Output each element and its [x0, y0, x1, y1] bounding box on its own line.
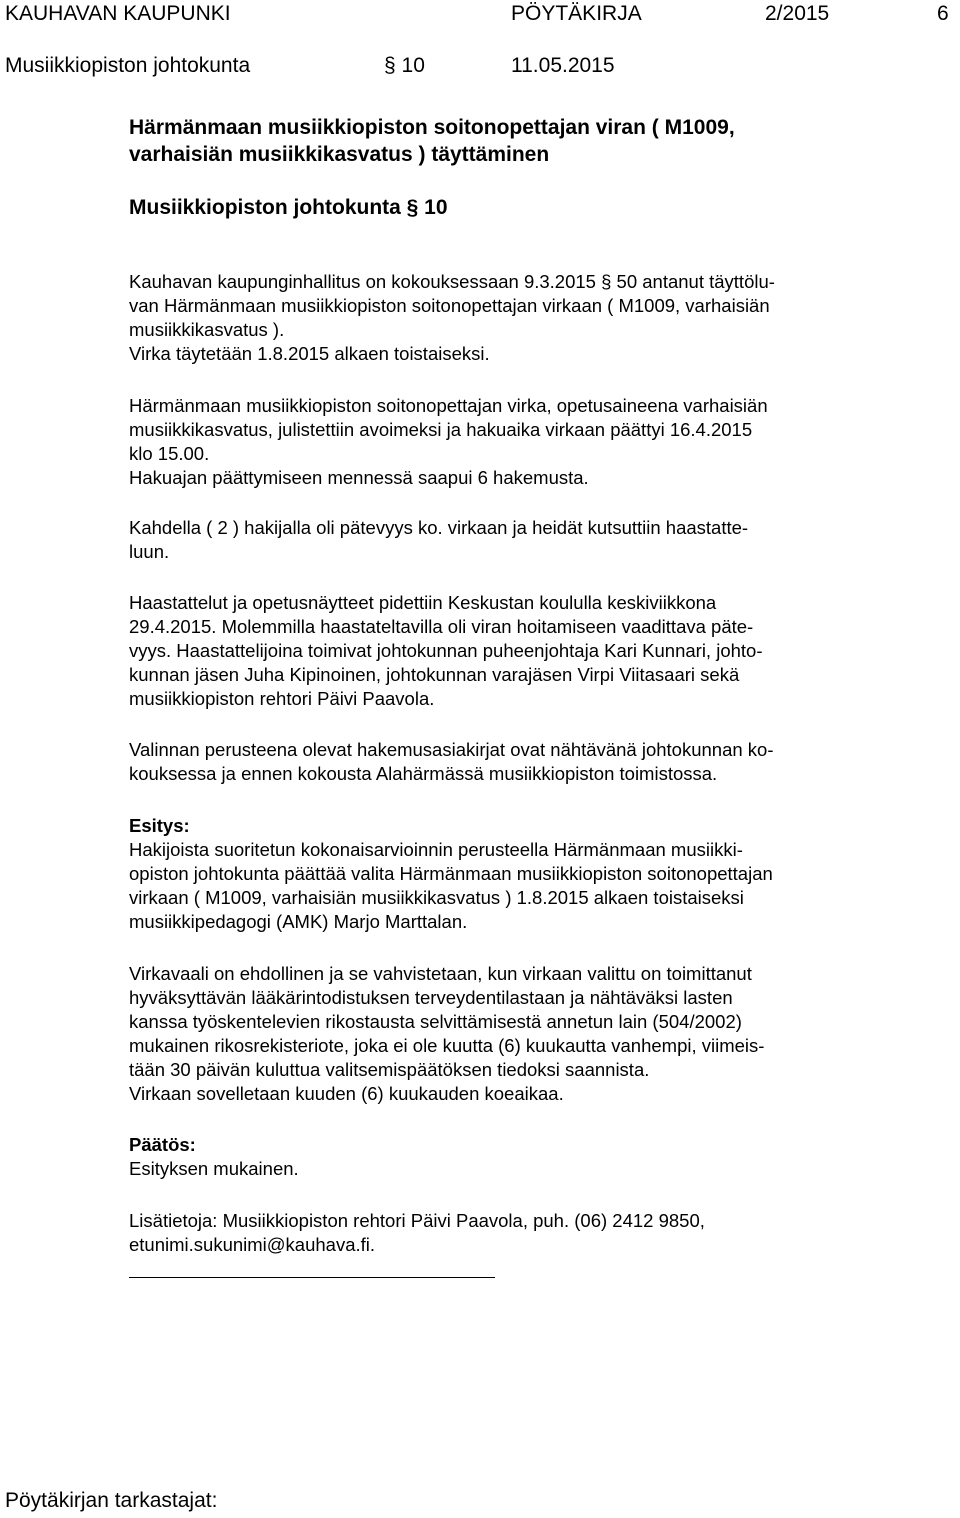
paragraph-qualified — [129, 516, 889, 564]
section-proposal — [129, 814, 889, 934]
section-number — [384, 53, 425, 79]
paragraph-application — [129, 394, 889, 490]
text-line: Lisätietoja: Musiikkiopiston rehtori Päivi Paavola, puh. (06) 2412 9850, — [129, 1210, 705, 1231]
item-title-line-2: varhaisiän musiikkikasvatus ) täyttäminen — [129, 143, 550, 166]
text-line: kouksessa ja ennen kokousta Alahärmässä musiikkiopiston toimistossa. — [129, 763, 718, 784]
text-line: Kahdella ( 2 ) hakijalla oli pätevyys ko. virkaan ja heidät kutsuttiin haastatte- — [129, 517, 749, 538]
text-line: Virkaan sovelletaan kuuden (6) kuukauden koeaikaa. — [129, 1083, 564, 1104]
text-line: 29.4.2015. Molemmilla haastateltavilla oli viran hoitamiseen vaadittava päte- — [129, 616, 754, 637]
text-line: Hakijoista suoritetun kokonaisarvioinnin perusteella Härmänmaan musiikki- — [129, 839, 743, 860]
page-number: 6 — [937, 2, 949, 25]
text-line: luun. — [129, 541, 170, 562]
text-line: Virka täytetään 1.8.2015 alkaen toistaiseksi. — [129, 343, 490, 364]
text-line: vyys. Haastattelijoina toimivat johtokunnan puheenjohtaja Kari Kunnari, johto- — [129, 640, 763, 661]
text-line: musiikkipedagogi (AMK) Marjo Marttalan. — [129, 911, 468, 932]
text-line: tään 30 päivän kuluttua valitsemispäätöksen tiedoksi saannista. — [129, 1059, 650, 1080]
text-line: musiikkikasvatus, julistettiin avoimeksi ja hakuaika virkaan päättyi 16.4.2015 — [129, 419, 753, 440]
text-line: musiikkiopiston rehtori Päivi Paavola. — [129, 688, 435, 709]
text-line: Kauhavan kaupunginhallitus on kokouksessaan 9.3.2015 § 50 antanut täyttölu- — [129, 271, 775, 292]
proposal-label: Esitys: — [129, 815, 190, 836]
decision-label: Päätös: — [129, 1134, 196, 1155]
text-line: Valinnan perusteena olevat hakemusasiakirjat ovat nähtävänä johtokunnan ko- — [129, 739, 774, 760]
section-decision — [129, 1133, 889, 1181]
text-line: kunnan jäsen Juha Kipinoinen, johtokunnan varajäsen Virpi Viitasaari sekä — [129, 664, 740, 685]
text-line: musiikkikasvatus ). — [129, 319, 285, 340]
text-line: klo 15.00. — [129, 443, 210, 464]
text-line: van Härmänmaan musiikkiopiston soitonopettajan virkaan ( M1009, varhaisiän — [129, 295, 770, 316]
board-name: Musiikkiopiston johtokunta — [5, 54, 251, 77]
meeting-date: 11.05.2015 — [511, 54, 615, 77]
paragraph-interviews — [129, 591, 889, 711]
document-number: 2/2015 — [765, 2, 830, 25]
separator-line — [129, 1277, 495, 1278]
paragraph-conditions — [129, 962, 889, 1106]
paragraph-documents — [129, 738, 889, 786]
reviewers-label: Pöytäkirjan tarkastajat: — [5, 1489, 218, 1512]
text-line: Hakuajan päättymiseen mennessä saapui 6 hakemusta. — [129, 467, 589, 488]
text-line: Härmänmaan musiikkiopiston soitonopettajan virka, opetusaineena varhaisiän — [129, 395, 768, 416]
section-sign-icon: § — [384, 54, 396, 77]
text-line: etunimi.sukunimi@kauhava.fi. — [129, 1234, 376, 1255]
item-title-line-1: Härmänmaan musiikkiopiston soitonopettajan viran ( M1009, — [129, 116, 735, 139]
section-value: 10 — [401, 54, 425, 77]
contact-info — [129, 1209, 889, 1257]
paragraph-permit — [129, 270, 889, 366]
text-line: opiston johtokunta päättää valita Härmänmaan musiikkiopiston soitonopettajan — [129, 863, 773, 884]
decision-text: Esityksen mukainen. — [129, 1158, 299, 1179]
text-line: hyväksyttävän lääkärintodistuksen terveydentilastaan ja nähtäväksi lasten — [129, 987, 733, 1008]
document-type: PÖYTÄKIRJA — [511, 2, 642, 25]
text-line: virkaan ( M1009, varhaisiän musiikkikasvatus ) 1.8.2015 alkaen toistaiseksi — [129, 887, 744, 908]
text-line: Haastattelut ja opetusnäytteet pidettiin Keskustan koululla keskiviikkona — [129, 592, 717, 613]
item-reference: Musiikkiopiston johtokunta § 10 — [129, 196, 448, 219]
text-line: Virkavaali on ehdollinen ja se vahvistetaan, kun virkaan valittu on toimittanut — [129, 963, 752, 984]
city-name: KAUHAVAN KAUPUNKI — [5, 2, 231, 25]
text-line: mukainen rikosrekisteriote, joka ei ole kuutta (6) kuukautta vanhempi, viimeis- — [129, 1035, 765, 1056]
text-line: kanssa työskentelevien rikostausta selvittämisestä annetun lain (504/2002) — [129, 1011, 742, 1032]
